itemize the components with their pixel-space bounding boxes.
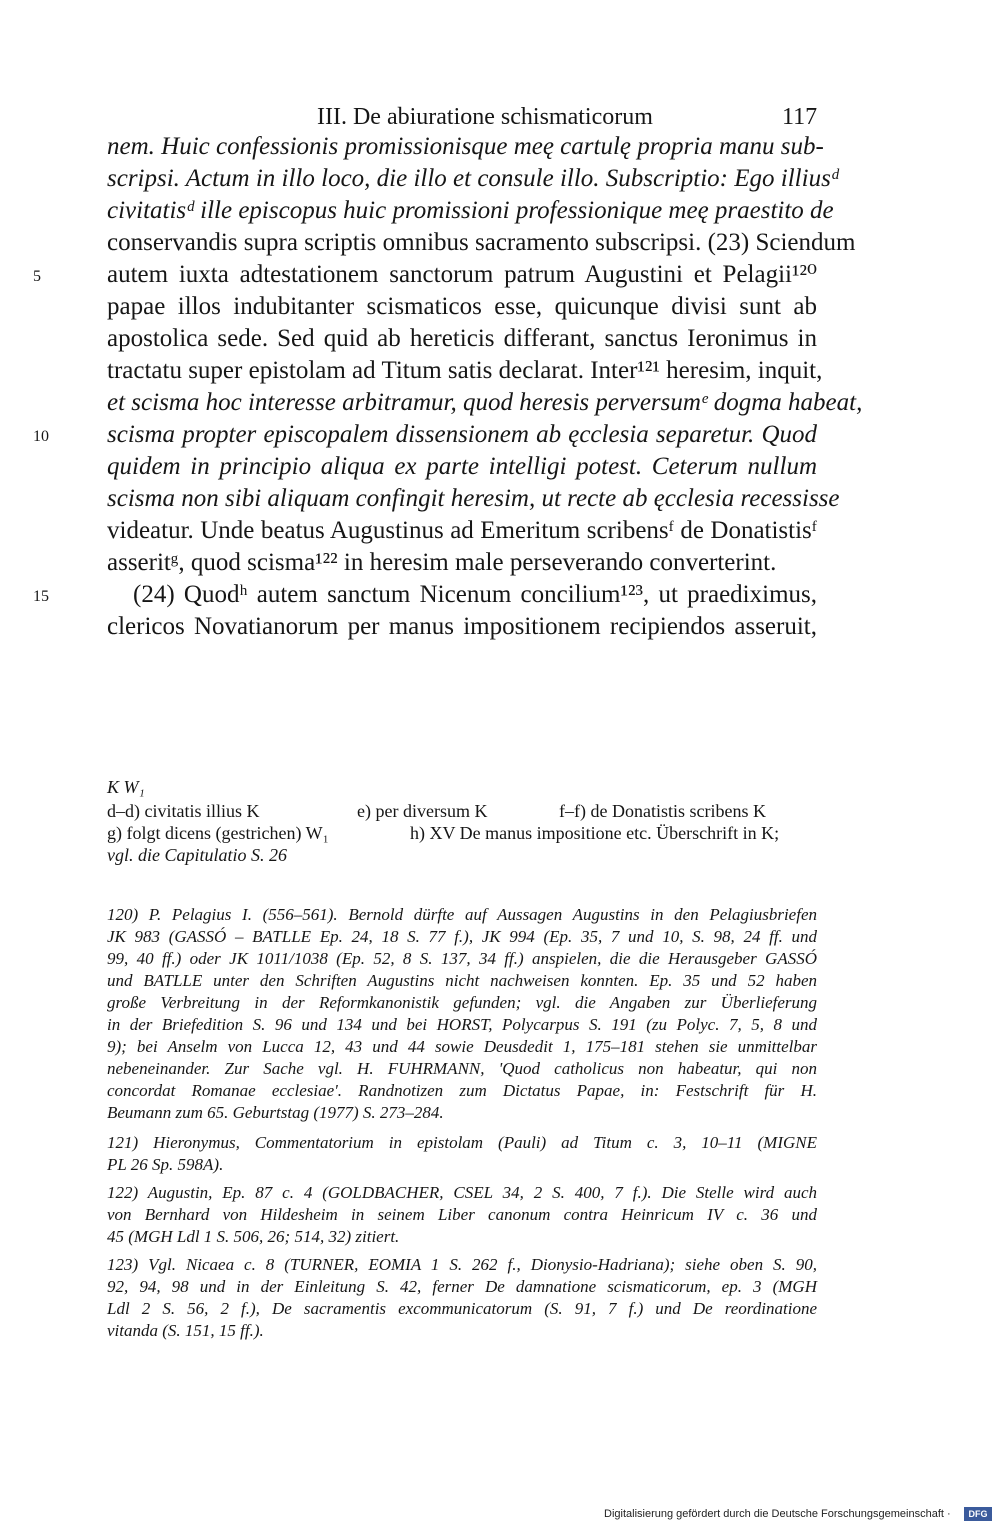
footnote-line: concordat Romanae ecclesiae'. Randnotizen zum Dictatus Papae, in: Festschrift für H. <box>107 1081 817 1100</box>
apparatus-entry: f–f) de Donatistis scribens K <box>559 801 766 821</box>
footnote-line: 121) Hieronymus, Commentatorium in epistolam (Pauli) ad Titum c. 3, 10–11 (MIGNE <box>107 1133 817 1152</box>
text-line: scisma propter episcopalem dissensionem ab ęcclesia separetur. Quod <box>107 421 817 448</box>
text-line: nem. Huic confessionis promissionisque meę cartulę propria manu sub- <box>107 133 824 160</box>
footnote-line: große Verbreitung in der Reformkanonistik gefunden; vgl. die Angaben zur Überlieferung <box>107 993 817 1012</box>
text-line: scripsi. Actum in illo loco, die illo et consule illo. Subscriptio: Ego illiusᵈ <box>107 165 839 192</box>
footnote-line: in der Briefedition S. 96 und 134 und bei HORST, Polycarpus S. 191 (zu Polyc. 7, 5, 8 und <box>107 1015 817 1034</box>
apparatus-entry: g) folgt dicens (gestrichen) W₁ <box>107 823 329 843</box>
footnote-line: 120) P. Pelagius I. (556–561). Bernold dürfte auf Aussagen Augustins in den Pelagiusbriefen <box>107 905 817 924</box>
text-line: tractatu super epistolam ad Titum satis declarat. Inter¹²¹ heresim, inquit, <box>107 357 823 384</box>
footnote-line: 9); bei Anselm von Lucca 12, 43 und 44 sowie Deusdedit 1, 175–181 stehen sie unmittelbar <box>107 1037 817 1056</box>
text-line: papae illos indubitanter scismaticos esse, quicunque divisi sunt ab <box>107 293 817 320</box>
apparatus-entry: h) XV De manus impositione etc. Überschrift in K; <box>410 823 780 843</box>
footnote-line: Ldl 2 S. 56, 2 f.), De sacramentis excommunicatorum (S. 91, 7 f.) und De reordinatione <box>107 1299 817 1318</box>
footnote-line: PL 26 Sp. 598A). <box>107 1155 224 1174</box>
line-number: 5 <box>33 268 41 285</box>
footnote-line: JK 983 (GASSÓ – BATLLE Ep. 24, 18 S. 77 f.), JK 994 (Ep. 35, 7 und 10, S. 98, 24 ff. und <box>107 927 817 946</box>
running-head-title: III. De abiuratione schismaticorum <box>317 104 653 130</box>
apparatus-row <box>107 800 817 822</box>
apparatus-entry: e) per diversum K <box>357 801 488 821</box>
text-line: et scisma hoc interesse arbitramur, quod heresis perversumᵉ dogma habeat, <box>107 389 863 416</box>
text-line: clericos Novatianorum per manus impositionem recipiendos asseruit, <box>107 613 817 640</box>
text-line: autem iuxta adtestationem sanctorum patrum Augustini et Pelagii¹²⁰ <box>107 261 817 288</box>
footnote-line: nebeneinander. Zur Sache vgl. H. FUHRMANN, 'Quod catholicus non habeatur, qui non <box>107 1059 817 1078</box>
footnote-line: 92, 94, 98 und in der Einleitung S. 42, ferner De damnatione scismaticorum, ep. 3 (MGH <box>107 1277 817 1296</box>
footnote-line: vitanda (S. 151, 15 ff.). <box>107 1321 264 1340</box>
footnote-line: 122) Augustin, Ep. 87 c. 4 (GOLDBACHER, CSEL 34, 2 S. 400, 7 f.). Die Stelle wird auch <box>107 1183 817 1202</box>
text-line: civitatisᵈ ille episcopus huic promissioni professionique meę praestito de <box>107 197 834 224</box>
footnote-line: 123) Vgl. Nicaea c. 8 (TURNER, EOMIA 1 S. 262 f., Dionysio-Hadriana); siehe oben S. 90, <box>107 1255 817 1274</box>
line-number: 10 <box>33 428 49 445</box>
apparatus-sigla: K W₁ <box>107 777 145 797</box>
page-number: 117 <box>782 104 818 130</box>
apparatus-entry: d–d) civitatis illius K <box>107 801 260 821</box>
footnote-line: und BATLLE unter den Schriften Augustins nicht nachweisen konnten. Ep. 35 und 52 haben <box>107 971 817 990</box>
footnote-line: Beumann zum 65. Geburtstag (1977) S. 273–284. <box>107 1103 444 1122</box>
text-line: (24) Quodʰ autem sanctum Nicenum concilium¹²³, ut praediximus, <box>133 581 817 608</box>
text-line: apostolica sede. Sed quid ab hereticis differant, sanctus Ieronimus in <box>107 325 817 352</box>
text-line: conservandis supra scriptis omnibus sacramento subscripsi. (23) Sciendum <box>107 229 856 256</box>
apparatus-row <box>107 822 817 844</box>
footnote-line: von Bernhard von Hildesheim in seinem Liber canonum contra Heinricum IV c. 36 und <box>107 1205 817 1224</box>
line-number: 15 <box>33 588 49 605</box>
text-line: videatur. Unde beatus Augustinus ad Emeritum scribensᶠ de Donatistisᶠ <box>107 517 817 544</box>
apparatus-entry: vgl. die Capitulatio S. 26 <box>107 845 287 865</box>
footnote-line: 45 (MGH Ldl 1 S. 506, 26; 514, 32) zitiert. <box>107 1227 400 1246</box>
text-line: asseritᵍ, quod scisma¹²² in heresim male perseverando converterint. <box>107 549 777 576</box>
text-line: scisma non sibi aliquam confingit heresim, ut recte ab ęcclesia recessisse <box>107 485 840 512</box>
text-line: quidem in principio aliqua ex parte intelligi potest. Ceterum nullum <box>107 453 817 480</box>
footnote-line: 99, 40 ff.) oder JK 1011/1038 (Ep. 52, 8 S. 137, 34 ff.) anspielen, die die Herausgeber GASSÓ <box>107 949 817 968</box>
digitization-credit: Digitalisierung gefördert durch die Deutsche Forschungsgemeinschaft · <box>604 1508 951 1520</box>
dfg-logo: DFG <box>964 1507 992 1521</box>
